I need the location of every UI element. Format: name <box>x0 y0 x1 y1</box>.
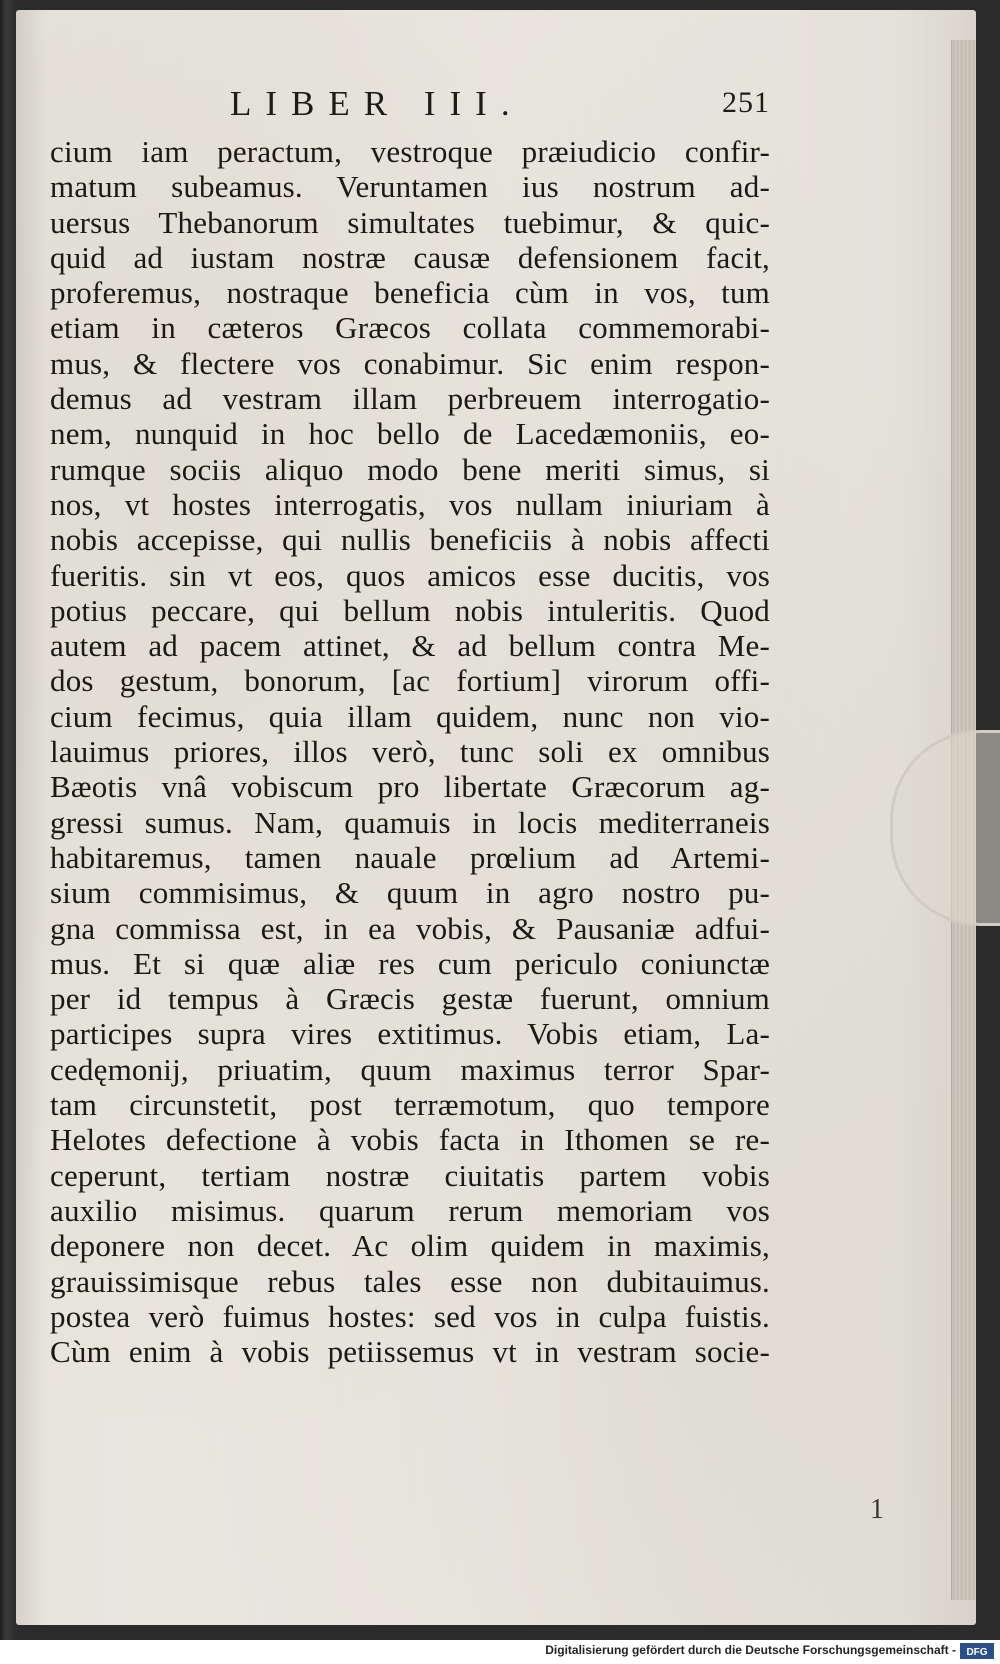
stray-mark: 1 <box>870 1494 884 1525</box>
text-line: Cùm enim à vobis petiissemus vt in vestram socie- <box>50 1334 770 1370</box>
text-line: per id tempus à Græcis gestæ fuerunt, omnium <box>50 981 770 1017</box>
text-line: cium iam peractum, vestroque præiudicio confir- <box>50 134 770 169</box>
text-line: nos, vt hostes interrogatis, vos nullam iniuriam à <box>50 486 770 522</box>
text-line: fueritis. sin vt eos, quos amicos esse ducitis, vos <box>50 557 770 593</box>
text-line: mus, & flectere vos conabimur. Sic enim respon- <box>50 345 770 381</box>
text-line: etiam in cæteros Græcos collata commemorabi- <box>50 310 770 346</box>
text-line: gressi sumus. Nam, quamuis in locis mediterraneis <box>50 804 770 840</box>
text-line: auxilio misimus. quarum rerum memoriam vos <box>50 1192 770 1228</box>
text-line: ceperunt, tertiam nostræ ciuitatis partem vobis <box>50 1157 770 1193</box>
page-number: 251 <box>722 86 770 119</box>
text-line: proferemus, nostraque beneficia cùm in vos, tum <box>50 275 770 311</box>
text-line: tam circunstetit, post terræmotum, quo tempore <box>50 1087 770 1123</box>
text-line: habitaremus, tamen nauale prœlium ad Artemi- <box>50 839 770 875</box>
funding-credit: Digitalisierung gefördert durch die Deutsche Forschungsgemeinschaft - <box>545 1643 956 1657</box>
text-line: dos gestum, bonorum, [ac fortium] virorum offi- <box>50 663 770 699</box>
text-line: cedęmonij, priuatim, quum maximus terror Spar- <box>50 1051 770 1087</box>
text-line: Bæotis vnâ vobiscum pro libertate Græcorum ag- <box>50 769 770 805</box>
text-line: nobis accepisse, qui nullis beneficiis à nobis affecti <box>50 522 770 558</box>
body-text <box>50 134 770 1369</box>
text-line: potius peccare, qui bellum nobis intuleritis. Quod <box>50 592 770 628</box>
text-line: grauissimisque rebus tales esse non dubitauimus. <box>50 1263 770 1299</box>
page-header <box>230 84 770 134</box>
text-line: participes supra vires extitimus. Vobis etiam, La- <box>50 1016 770 1052</box>
text-line: lauimus priores, illos verò, tunc soli ex omnibus <box>50 734 770 770</box>
text-line: deponere non decet. Ac olim quidem in maximis, <box>50 1228 770 1264</box>
text-line: gna commissa est, in ea vobis, & Pausaniæ adfui- <box>50 910 770 946</box>
text-line: sium commisimus, & quum in agro nostro pu- <box>50 875 770 911</box>
text-line: rumque sociis aliquo modo bene meriti simus, si <box>50 451 770 487</box>
text-line: uersus Thebanorum simultates tuebimur, & quic- <box>50 204 770 240</box>
text-line: cium fecimus, quia illam quidem, nunc non vio- <box>50 698 770 734</box>
text-line: matum subeamus. Veruntamen ius nostrum ad- <box>50 169 770 205</box>
dfg-logo-icon <box>960 1643 994 1659</box>
footer-bar <box>0 1640 1000 1664</box>
text-line: nem, nunquid in hoc bello de Lacedæmoniis, eo- <box>50 416 770 452</box>
text-line: Helotes defectione à vobis facta in Ithomen se re- <box>50 1122 770 1158</box>
dfg-logo-text: DFG <box>966 1647 988 1658</box>
running-head: LIBER III. <box>230 84 524 123</box>
text-line: autem ad pacem attinet, & ad bellum contra Me- <box>50 628 770 664</box>
text-line: mus. Et si quæ aliæ res cum periculo coniunctæ <box>50 945 770 981</box>
text-line: quid ad iustam nostræ causæ defensionem facit, <box>50 239 770 275</box>
text-line: postea verò fuimus hostes: sed vos in culpa fuistis. <box>50 1298 770 1334</box>
text-line: demus ad vestram illam perbreuem interrogatio- <box>50 381 770 417</box>
